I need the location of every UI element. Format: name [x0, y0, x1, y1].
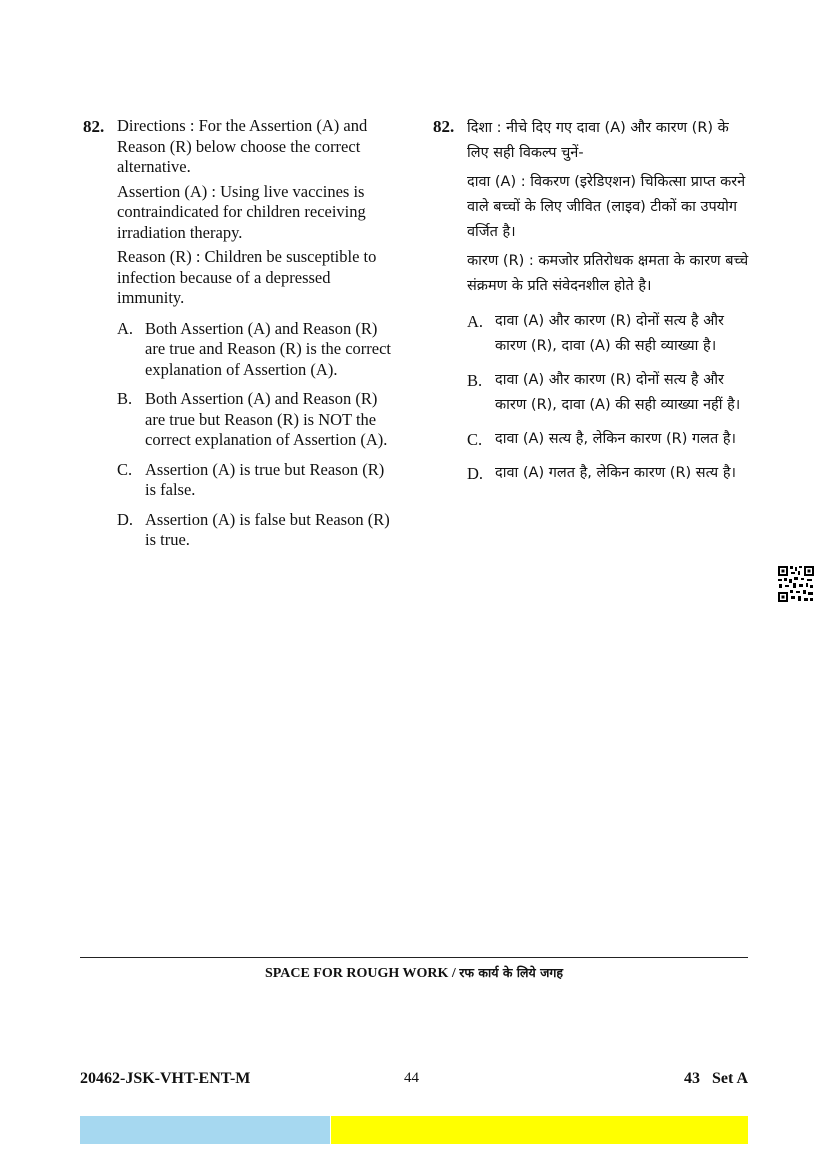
- options-list: [467, 309, 751, 486]
- footer-bar-blue: [80, 1116, 330, 1144]
- directions-text: दिशा : नीचे दिए गए दावा (A) और कारण (R) के लिए सही विकल्प चुनें-: [467, 120, 729, 161]
- option-a: [467, 309, 751, 359]
- option-text: दावा (A) और कारण (R) दोनों सत्य है और कारण (R), दावा (A) की सही व्याख्या नहीं है।: [495, 372, 741, 413]
- option-text: दावा (A) सत्य है, लेकिन कारण (R) गलत है।: [495, 431, 737, 447]
- option-d: [117, 510, 398, 551]
- question-english: [83, 116, 398, 560]
- assertion-text: दावा (A) : विकरण (इरेडिएशन) चिकित्सा प्राप्त करने वाले बच्चों के लिए जीवित (लाइव) टीकों का उपयोग वर्जित है।: [467, 174, 746, 240]
- paper-code: 20462-JSK-VHT-ENT-M: [80, 1070, 251, 1087]
- rough-work-hindi: रफ कार्य के लिये जगह: [459, 965, 564, 980]
- set-label: 43 Set A: [684, 1070, 748, 1087]
- option-letter: C.: [117, 459, 133, 479]
- option-letter: B.: [117, 389, 133, 408]
- option-d: [467, 461, 751, 486]
- assertion-text: Assertion (A) : Using live vaccines is contraindicated for children receiving irradiation therapy.: [117, 181, 366, 242]
- rough-work-divider: [80, 957, 748, 958]
- option-text: Both Assertion (A) and Reason (R) are true but Reason (R) is NOT the correct explanation of Assertion (A).: [145, 389, 388, 449]
- option-letter: A.: [467, 312, 484, 331]
- option-text: Both Assertion (A) and Reason (R) are true and Reason (R) is the correct explanation of Assertion (A).: [145, 318, 392, 379]
- options-list: [117, 319, 398, 551]
- option-b: [117, 389, 398, 451]
- directions-text: Directions : For the Assertion (A) and Reason (R) below choose the correct alternative.: [117, 116, 368, 176]
- option-a: [117, 319, 398, 381]
- question-hindi: [433, 116, 751, 495]
- rough-work-english: SPACE FOR ROUGH WORK /: [264, 966, 460, 981]
- page-number: 44: [404, 1070, 419, 1086]
- option-text: Assertion (A) is false but Reason (R) is true.: [145, 509, 390, 549]
- option-text: Assertion (A) is true but Reason (R) is false.: [145, 459, 385, 499]
- option-letter: D.: [117, 509, 134, 529]
- page-footer: [80, 1070, 748, 1092]
- footer-bar-yellow: [331, 1116, 748, 1144]
- option-text: दावा (A) और कारण (R) दोनों सत्य है और कारण (R), दावा (A) की सही व्याख्या है।: [495, 313, 724, 354]
- rough-work-label: [80, 964, 748, 982]
- question-number: 82.: [433, 117, 455, 136]
- option-letter: A.: [117, 318, 134, 338]
- reason-text: Reason (R) : Children be susceptible to infection because of a depressed immunity.: [117, 247, 377, 307]
- option-letter: B.: [467, 371, 483, 390]
- option-c: [117, 460, 398, 501]
- reason-text: कारण (R) : कमजोर प्रतिरोधक क्षमता के कारण बच्चे संक्रमण के प्रति संवेदनशील होते है।: [467, 253, 749, 294]
- option-text: दावा (A) गलत है, लेकिन कारण (R) सत्य है।: [495, 465, 737, 481]
- qr-code-icon: [777, 565, 815, 603]
- option-b: [467, 368, 751, 418]
- option-letter: C.: [467, 430, 483, 449]
- option-letter: D.: [467, 464, 484, 483]
- question-number: 82.: [83, 117, 105, 136]
- option-c: [467, 427, 751, 452]
